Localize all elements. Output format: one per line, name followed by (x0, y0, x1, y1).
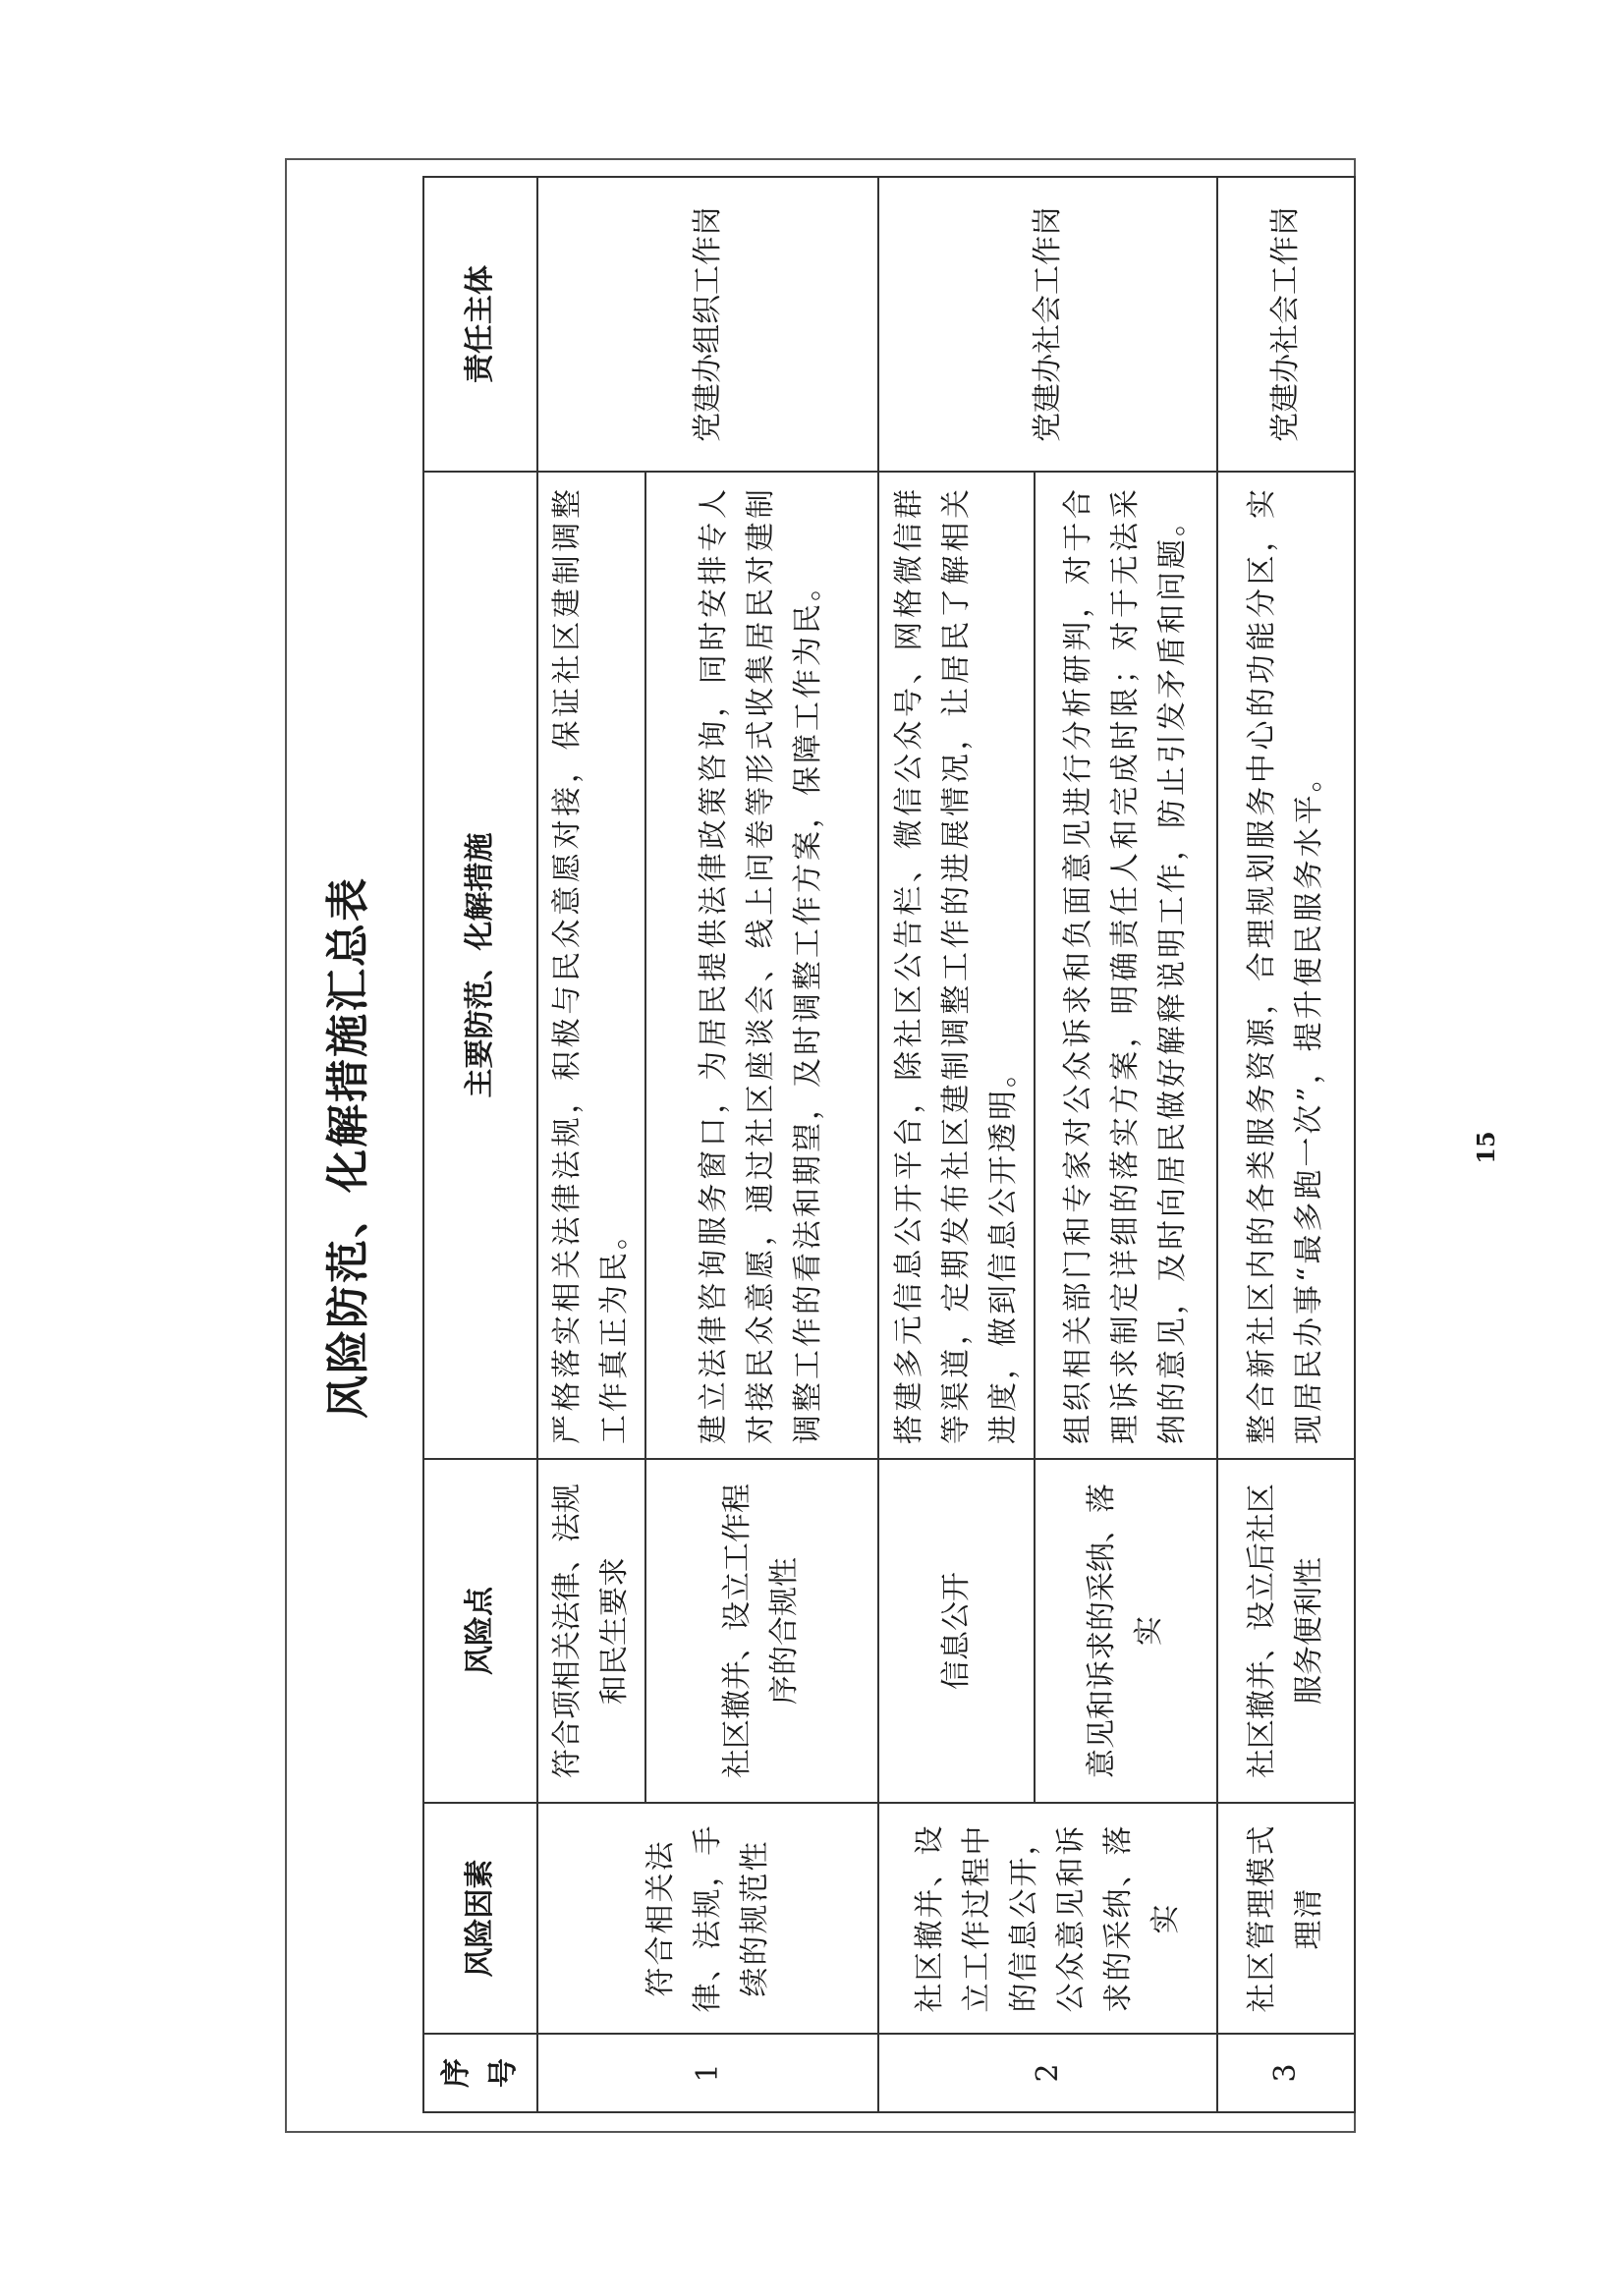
header-factor: 风险因素 (423, 1803, 537, 2034)
page-number: 15 (1472, 1131, 1500, 1164)
risk-point: 意见和诉求的采纳、落实 (1035, 1459, 1217, 1803)
risk-factor: 社区管理模式理清 (1217, 1803, 1355, 2034)
row-no: 2 (878, 2034, 1217, 2112)
risk-table (422, 176, 1356, 2113)
header-owner: 责任主体 (423, 177, 537, 472)
table-row (878, 177, 1035, 2112)
responsible-party: 党建办社会工作岗 (1217, 177, 1355, 472)
risk-point: 信息公开 (878, 1459, 1035, 1803)
responsible-party: 党建办组织工作岗 (537, 177, 878, 472)
header-no: 序号 (423, 2034, 537, 2112)
table-row (537, 177, 645, 2112)
risk-measure: 整合新社区内的各类服务资源，合理规划服务中心的功能分区，实现居民办事“最多跑一次”，提升便民服务水平。 (1217, 472, 1355, 1459)
table-header-row (423, 177, 537, 2112)
risk-measure: 建立法律咨询服务窗口，为居民提供法律政策咨询，同时安排专人对接民众意愿，通过社区座谈会、线上问卷等形式收集居民对建制调整工作的看法和期望，及时调整工作方案，保障工作为民。 (645, 472, 879, 1459)
risk-point: 社区撤并、设立后社区服务便利性 (1217, 1459, 1355, 1803)
risk-measure: 组织相关部门和专家对公众诉求和负面意见进行分析研判，对于合理诉求制定详细的落实方案，明确责任人和完成时限；对于无法采纳的意见，及时向居民做好解释说明工作，防止引发矛盾和问题。 (1035, 472, 1217, 1459)
page-title: 风险防范、化解措施汇总表 (323, 876, 373, 1419)
responsible-party: 党建办社会工作岗 (878, 177, 1217, 472)
header-measures: 主要防范、化解措施 (423, 472, 537, 1459)
table-row (1217, 177, 1355, 2112)
row-no: 3 (1217, 2034, 1355, 2112)
risk-point: 社区撤并、设立工作程序的合规性 (645, 1459, 879, 1803)
row-no: 1 (537, 2034, 878, 2112)
risk-point: 符合项相关法律、法规和民生要求 (537, 1459, 645, 1803)
risk-measure: 严格落实相关法律法规，积极与民众意愿对接，保证社区建制调整工作真正为民。 (537, 472, 645, 1459)
risk-measure: 搭建多元信息公开平台，除社区公告栏、微信公众号、网格微信群等渠道，定期发布社区建制调整工作的进展情况，让居民了解相关进度，做到信息公开透明。 (878, 472, 1035, 1459)
risk-factor: 社区撤并、设立工作过程中的信息公开，公众意见和诉求的采纳、落实 (878, 1803, 1217, 2034)
risk-factor: 符合相关法律、法规，手续的规范性 (537, 1803, 878, 2034)
header-point: 风险点 (423, 1459, 537, 1803)
